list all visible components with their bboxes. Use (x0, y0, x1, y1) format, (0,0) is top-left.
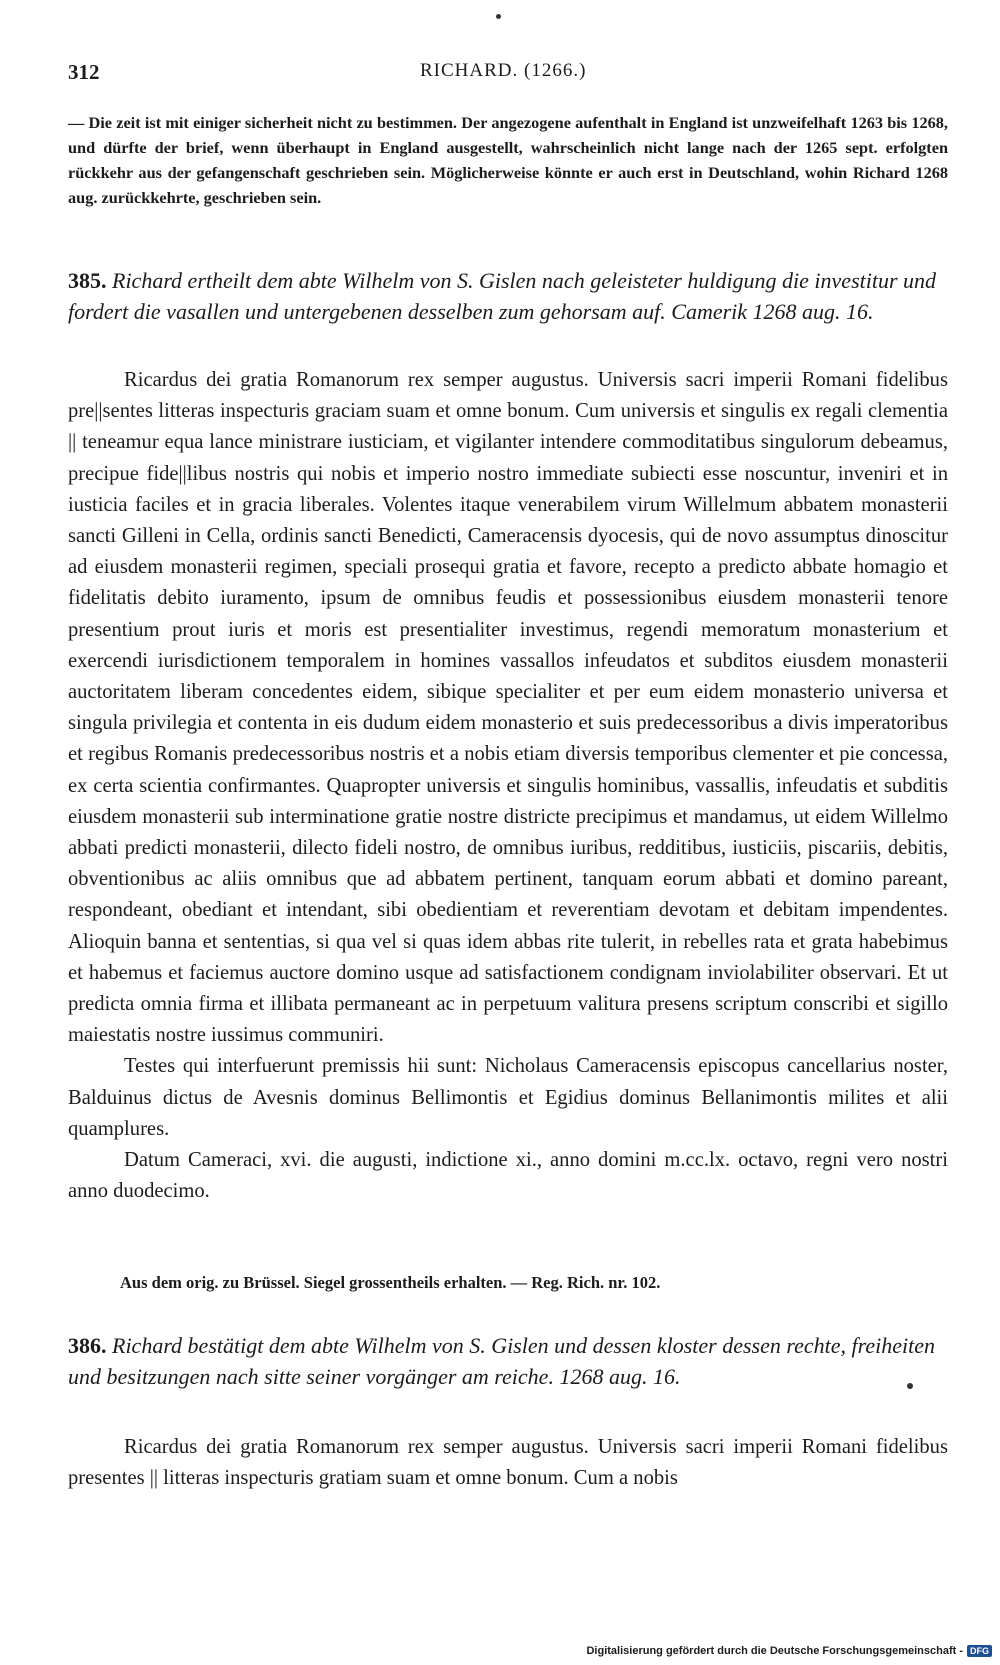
dfg-logo-icon: DFG (967, 1645, 992, 1657)
entry-385-heading (68, 265, 948, 327)
witness-paragraph: Testes qui interfuerunt premissis hii sunt: Nicholaus Cameracensis episcopus cancellarius noster, Balduinus dictus de Avesnis dominus Bellimontis et Egidius dominus Bellanimontis milites et alii quamplures. (68, 1055, 948, 1140)
dating-paragraph: Datum Cameraci, xvi. die augusti, indictione xi., anno domini m.cc.lx. octavo, regni vero nostri anno duodecimo. (68, 1149, 948, 1203)
entry-386-title: Richard bestätigt dem abte Wilhelm von S. Gislen und dessen kloster dessen rechte, freiheiten und besitzungen nach sitte seiner vorgänger am reiche. (68, 1333, 935, 1389)
speck (496, 14, 501, 19)
page-number: 312 (68, 60, 100, 84)
entry-385-number: 385. (68, 268, 107, 293)
commentary-note: — Die zeit ist mit einiger sicherheit nicht zu bestimmen. Der angezogene aufenthalt in England ist unzweifelhaft 1263 bis 1268, und dürfte der brief, wenn überhaupt in England ausgestellt, wahrscheinlich nicht lange nach der 1265 sept. erfolgten rückkehr aus der gefangenschaft geschrieben sein. Möglicherweise könnte er auch erst in Deutschland, wohin Richard 1268 aug. zurückkehrte, geschrieben sein. (68, 113, 948, 207)
running-title: RICHARD. (1266.) (420, 60, 587, 81)
footer-text: Digitalisierung gefördert durch die Deutsche Forschungsgemeinschaft - (586, 1645, 963, 1657)
entry-385-date: Camerik 1268 aug. 16. (671, 299, 874, 324)
entry-385-title: Richard ertheilt dem abte Wilhelm von S. Gislen nach geleisteter huldigung die investitur und fordert die vasallen und untergebenen desselben zum gehorsam auf. (68, 268, 937, 324)
entry-386-text (68, 1432, 948, 1494)
entry-386-heading (68, 1330, 948, 1392)
entry-385-text (68, 365, 948, 1207)
entry-386-date: 1268 aug. 16. (559, 1364, 681, 1389)
footer-credit (586, 1645, 992, 1657)
entry-386-number: 386. (68, 1333, 107, 1358)
charter-paragraph: Ricardus dei gratia Romanorum rex semper augustus. Universis sacri imperii Romani fidelibus pre||sentes litteras inspecturis graciam suam et omne bonum. Cum universis et singulis ex regali clementia || teneamur equa lance ministrare iusticiam, et vigilanter intendere commoditatibus singulorum debeamus, precipue fide||libus nostris qui nobis et imperio nostro immediate subiecti esse noscuntur, inveniri et in iusticia faciles et in gracia liberales. Volentes itaque venerabilem virum Willelmum abbatem monasterii sancti Gilleni in Cella, ordinis sancti Benedicti, Cameracensis dyocesis, qui de novo assumptus dinoscitur ad eiusdem monasterii regimen, speciali prosequi gratia et favore, recepto a predicto abbate homagio et fidelitatis debito iuramento, ipsum de omnibus feudis et possessionibus eiusdem monasterii tenore presentium prout iuris et moris est presentialiter investimus, regendi memoratum monasterium et exercendi iurisdictionem temporalem in homines vassallos infeudatos et subditos eiusdem monasterii auctoritatem liberam concedentes eidem, sibique specialiter et per eum eidem monasterio universa et singula privilegia et contenta in eis dudum eidem monasterio et suis predecessoribus a divis imperatoribus et regibus Romanis predecessoribus nostris et a nobis etiam diversis temporibus clementer et pie concessa, ex certa scientia confirmantes. Quapropter universis et singulis hominibus, vassallis, infeudatis et subditis eiusdem monasterii sub interminatione gratie nostre districte precipimus et mandamus, ut eidem Willelmo abbati predicti monasterii, dilecto fideli nostro, de omnibus iuribus, redditibus, iusticiis, piscariis, debitis, obventionibus ac aliis omnibus que ad abbatem pertinent, tanquam eorum abbati et domino pareant, respondeant, obediant et intendant, sibi obedientiam et reverentiam devotam et debitam impendentes. Alioquin banna et sententias, si qua vel si quas idem abbas rite tulerit, in rebelles rata et grata habebimus et habemus et faciemus auctore domino usque ad satisfactionem condignam inviolabiliter observari. Et ut predicta omnia firma et illibata permaneant ac in perpetuum valitura presens scriptum conscribi et sigillo maiestatis nostre iussimus communiri. (68, 369, 948, 1047)
entry-385-source: Aus dem orig. zu Brüssel. Siegel grossentheils erhalten. — Reg. Rich. nr. 102. (120, 1273, 661, 1292)
charter-paragraph: Ricardus dei gratia Romanorum rex semper augustus. Universis sacri imperii Romani fidelibus presentes || litteras inspecturis gratiam suam et omne bonum. Cum a nobis (68, 1436, 948, 1490)
